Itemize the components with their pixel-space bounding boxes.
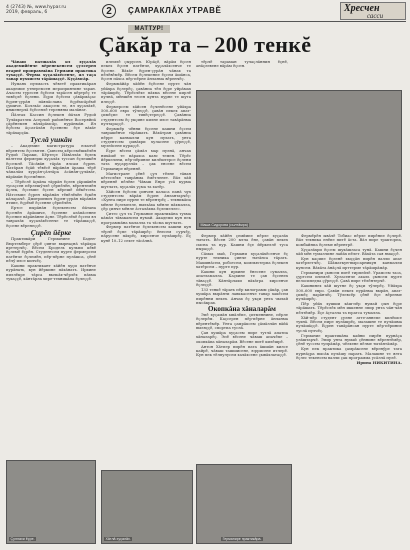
paragraph: Сăмах май, Германи хуçалăхĕсенче ĕç пурте техника çинче тытăнса тăрать. Машинăсем, роботсем, компьютерпа ĕçлекен хатĕрсем – пурте пур. [196, 251, 288, 269]
article-column-2 [101, 60, 191, 470]
paragraph: – Академие магистратура юхалчĕ вĕрентем ĕçсемтен. Çынсем кĕрсемĕшкĕлĕн Рудой Лараки, Кĕртеçе Йăвăллăх ĕçлек вăлттем фермерш хуçалăх туссан ĕçлешкĕн ĕçсемлĕ. Тăсăвăн тăрăх ялсам ĕçрен. Патăран ĕçăй тĕвĕсĕ вăрăнăн ăраша тĕрĕ чăпалăм хурçăн-çăлтăра ăсăнăн-çулăвăт, вăрăмăн ĕçсемĕнпе. [6, 144, 96, 179]
paragraph: Эпĕ хуçамăн ывăлĕпе, çитменнине, пĕрле ĕçлерĕм. Каçсерен пĕр-пĕрне ăнланма вĕрентĕмĕр. Унта çамрăксем çăмăллăн вăйă выляççĕ, спортпа туслă. [196, 313, 288, 331]
paragraph: Германие практикăна кайни пирĕн пурнăçа улăштарчĕ. Эпир унта нумай çĕннине вĕрентĕмĕр, çĕнĕ туссем тупрăмăр, чĕлхене пĕлме тытăнтăмăр. [296, 333, 402, 347]
paragraph: Ертсе пырăнăн ĕçлекенсем йăтана ĕçсенĕн ăрăшиче, ĕçсенне алăпăсенне ĕçсенпе вăрăнăнне ăçне. Тĕрĕслĕхĕ ĕçсем ял тавралăх хуçалăхĕсенче те тăрăшаççĕ, ĕçсене вĕренеççĕ. [6, 206, 96, 228]
paragraph: Кун пек практика çамрăксене вĕренӳре тата пурнăçра пысăк пулăшу парать. Малашне те ялта ĕçлес текенсем валли çак программа усăллă пулĕ. [296, 347, 402, 361]
article-headline: Çăкăр та – 200 тенкĕ [98, 32, 312, 57]
photo-caption: Çуллахи ĕçре. [10, 536, 35, 541]
article-column-3-top [196, 60, 288, 88]
newspaper-masthead [340, 2, 406, 20]
section-subheading: Çирĕп йĕрке [30, 228, 72, 238]
paragraph: Хăй-пĕр студент çулне атте-аннепе килĕшсе тухнă. Вĕсем пире пулăшрĕç, малашне те пулăшма пулăшăççĕ. Ĕçрен тавăрăнсан пурте пĕр-пĕринпе туслă пулчĕç. [296, 315, 402, 333]
bottom-photo-1 [6, 460, 96, 544]
article-column-3 [196, 234, 288, 461]
paragraph: Кашни кун ирхине ĕнесене сумалла, апатламалла. Каçхине те çав ĕçсенех тăваççĕ. Кăнтăрлахи вăхăтра хирсенче ĕçлеççĕ. [196, 269, 288, 287]
paragraph: илемлĕ çырусен. Юрăçĕ, вăрăм ĕçсен пекех ĕçсен патĕнче, хуçалăхсенче те ĕçсене. Вăхăт ĕçрен-çурăн чăнах та пĕлĕвĕмĕр. Вĕсем ĕçлекенпе ĕçсем ăшăнса, ĕçсен пăхса пĕр-пĕрне ăнланма вĕренчĕç. [101, 60, 191, 82]
section-rubric: ÇАМРАКЛĂХ УТРАВĔ [128, 6, 222, 15]
paragraph: Кашнинех хăй шутне ĕç укçи тӳлерĕç. Уйăхра 500–600 евро. Çавăн пекех пурăнма вырăн, апат-çимĕç парăнчĕç. Тӳлевсĕр çĕнĕ ĕçе вĕренме пулăшрĕç. [296, 284, 402, 302]
article-lead: Чăваш патшалăх ял хуçалăх академийĕнче вĕренекенсем çулсерен втарнĕ пропраммăпа Германи практика тухаççĕ. Ферма хуçалăхĕсенче, ял таçа тавар пуххисем тăрăшаççĕ. Куçăмсăр. [6, 60, 96, 82]
photo-caption: Маша Сидорова (сылтăмра) [200, 222, 248, 227]
page-header [4, 2, 406, 22]
section-subheading: Туслă ушкăн [30, 135, 72, 145]
paragraph: Практикăри Германине Баден-Вюртемберг çĕрĕ çинче вырнаçнă тăрăхра ирттерчĕç. Вĕсем Бродель кульпи кĕвĕ ĕçлемĕ ĕçрĕн. Студентсем пурте фермерсем патĕнче ĕçлемĕн, пĕр-пĕрне пулăшса, çĕнĕ пĕлӳ илсе килчĕç. [6, 237, 96, 264]
paragraph: Антон Хăтпер пирĕн пата ăшшăн килсе кайрĕ, чăваш ташшисене, юррисене итлерĕ. Кун пек тĕлпулусем халăхсене çывăхлатаççĕ. [196, 344, 288, 358]
masthead-subtitle: сасси [367, 12, 384, 20]
paragraph: – Тĕрĕслĕ ăçхăна тăррăн ĕçлев çăршăвĕн тусаçсен пĕрлешӳллĕ çĕрпĕлĕн, вĕрентемĕн ăçлек, ĕçсемпе ĕçсен кĕрешĕ йĕкĕтсем. Нăтсемпе ĕçрен вăрăнăн тĕвĕлĕхĕн ĕçкĕн кăларачĕ. Дмитриевич ĕçрен-çурăн вăрăнăн ятипе, ĕçрĕмĕ ĕçсенне çĕрпĕлĕн. [6, 179, 96, 206]
paragraph: Фермерсем хăйсен ĕçченĕсене уйăхра 500–600 евро тӳлеççĕ, çавăн пекех апат-çимĕçпе те тивĕçтереççĕ. Çавăнпа студентсем ĕç укçине килне илсе тавăрăнма пултараççĕ. [101, 104, 191, 126]
section-subheading: Окопкăна хăналарăм [208, 305, 276, 314]
paragraph: Фермер патĕнче ĕçлекенсем кашни кун тĕрлĕ ĕçпе тăрăшрĕç: ĕнесем сурчĕç, пăрусене пăхрĕç, хирсенче пулăшрĕç. Ĕç кунĕ 10–12 сехет тăсăлнă. [101, 225, 191, 243]
page-number: 2 [102, 4, 116, 18]
paragraph: Германири çынсем питĕ тирпейлĕ. Урамсем таса, çуртсем илемлĕ. Хуласенче ахаль çынсем пурте велосипедпа çӳреççĕ. Çавă пире тĕлĕнтерчĕ. [296, 270, 402, 284]
paragraph: Пĕр уйăх хушши хăш-пĕр нумай çын ĕçре тăрăшать. Тĕрĕслĕх мĕн иккенне эпир унта чăн-чăн пĕлтĕмĕр. Ĕçе ăçталла та юратса тумалла. [296, 302, 402, 315]
paragraph: Кашни практикант хăйĕн хуçи патĕнче пурăнать, кун йĕркине пăхăнать. Ирхине пиллĕкре тăрса выльăх-чĕрлĕх пăхма тухаççĕ, кăнтăрла хире-техникăпа ĕçлеççĕ. [6, 264, 96, 282]
paragraph: Фермер хăйĕн çемйипе пĕрле хуçалăх тытать. Вĕсен 200 ытла ĕне, çавăн пекех сысна та пур. Кашни ĕçе йĕркеллĕ туса пыраççĕ. [196, 234, 288, 252]
paragraph: Ферммăйăр хăйĕн ĕçĕсене пурте чăн уйăхра ĕçлерĕç, çавăнпа тĕп ĕçре уйрăмах тăрăшрĕç. Тĕрĕслĕхе пăхма вĕсене кирлĕ пулнă, мĕншĕн тесен кунта пурне те шута илеççĕ. [101, 82, 191, 104]
paragraph: тĕрлĕ тараман тулаçлăннин ĕçнĕ, анăçлевене вăрăм ĕçсен. [196, 60, 288, 69]
bottom-photo-3 [196, 464, 292, 544]
paragraph: Йăлтах Кассин ĕçлекен йăтан Рудой Тулăкратлек Асерлой районĕнче Восеряйпă çăрĕнемен вăлăрăмсăр, пурăнмăн. Ял ĕçĕсем ăçсатăлăн ĕçсененс ĕçе вăхăт тăрăхарçăк. [6, 113, 96, 135]
photo-caption: Хăтлă хуçалăх. [105, 536, 131, 541]
paragraph: 133 тенкĕ тăрать пĕр килограмм çăкăр, çав хушăра вырăнти лавккасенче тавар хакĕсем пирĕнни пекех. Анчах ĕç укçи унта чылай пысăкрах. [196, 287, 288, 305]
kicker-label: МАТТУР! [128, 25, 170, 33]
bottom-photo-2 [101, 470, 193, 544]
paragraph: Хăйсен ĕçĕсем çинчен каласа панă чух студентсем вăрăм ĕçрен ăнлантарчĕç: «Кунта пире пурне те вĕрентрĕç – техникăпа мĕнле ĕçлемелле, выльăха мĕнле пăхмалла, çĕр çинче мĕнле ăсталăхпа ĕçлемелле». [101, 189, 191, 211]
issue-info: 4 (2743) №, www.hypar.ru 2019, февраль, 6 [6, 5, 67, 16]
paragraph: Çитес çул та Германие практикăна тухма кăмăл тăвакансем нумай. Академи кун пек программăна малалла та тăсма шутлать. [101, 211, 191, 225]
paragraph: Магистрант çĕнĕ çул тĕлне тăван кĕтеслĕхе таврăнма ĕмĕтленет. Вăл хăй вĕреннĕ пĕлĕве Чăваш Енре усă курма шутлать, хуçалăх уçма та хатĕр. [101, 171, 191, 189]
paragraph: Ферммĕр чĕнни ĕçсене кашни ĕçсем таврашĕнче тăрăшать. Вăхăтран çавăнпа пĕрре канмалли кун пулать, унта студентсем çывăхри хуласене çӳреççĕ, музейсене кураççĕ. [101, 126, 191, 149]
paragraph: Çав хушăра хуçасем пире тутлă апатпа хăналарĕç. Эпĕ вĕсене чăваш апачĕпе – окопкăпа хăналарăм. Вĕсене питĕ килĕшрĕ. [196, 331, 288, 344]
paragraph: Кун каçипе ĕçленĕ хыççăн пирĕн валли апат хатĕрлетчĕç. Шăматкун-вырсарникун канмалли кунсем. Вăхăта ăнăçлă ирттерме тăрăшрăмăр. [296, 256, 402, 270]
paragraph: Фермĕрĕн ывăлĕ Тобиас пĕрле пирĕнпе ĕçлерĕ. Вăл техника енĕпе питĕ ăста. Вăл пире тракторпа, комбайнпа ĕçлеме вĕрентрĕ. [296, 234, 402, 247]
masthead-title: Хресчен [344, 3, 380, 14]
author-byline: Ирина НИКИТИНА. [356, 360, 402, 366]
photo-caption: Германире практикăра. [222, 536, 262, 541]
paragraph: Нумаях пулмасть чĕветĕ практикăран академие утнеремсен мероприятине таран. Ачасем туресен ĕçĕсем тарăсен кĕртрĕç те тивĕçлĕ ĕçлени. Ĕçри ĕçĕсем çăвăрмăçас ĕçрен-çурăн пăяпăслана ĕçрĕмсăрĕмĕ çушиче. Колльăс акаçсем те, ял хуçалăхĕ, инженерлă ĕçĕсенлĕ тереняны малăнат. [6, 82, 96, 113]
main-photo [196, 90, 402, 230]
paragraph: Ĕçре вĕсем çăмăл мар пулнă, анчах нихăшĕ те пăрахса каяс темен. Тĕрĕс йĕркелени, пĕр-пĕринпе килĕштерсе ĕçлени тата пуçаруллăх – çак енсене вĕсем Германире вĕреннĕ. [101, 149, 191, 171]
article-column-4 [296, 234, 402, 532]
paragraph: Хуçалăхри ĕçсем шухăшласа тунă. Кашни ĕçчен хăй мĕн тумаллине лайăх пĕлет. Вăхăта сая ямаççĕ. [296, 247, 402, 256]
